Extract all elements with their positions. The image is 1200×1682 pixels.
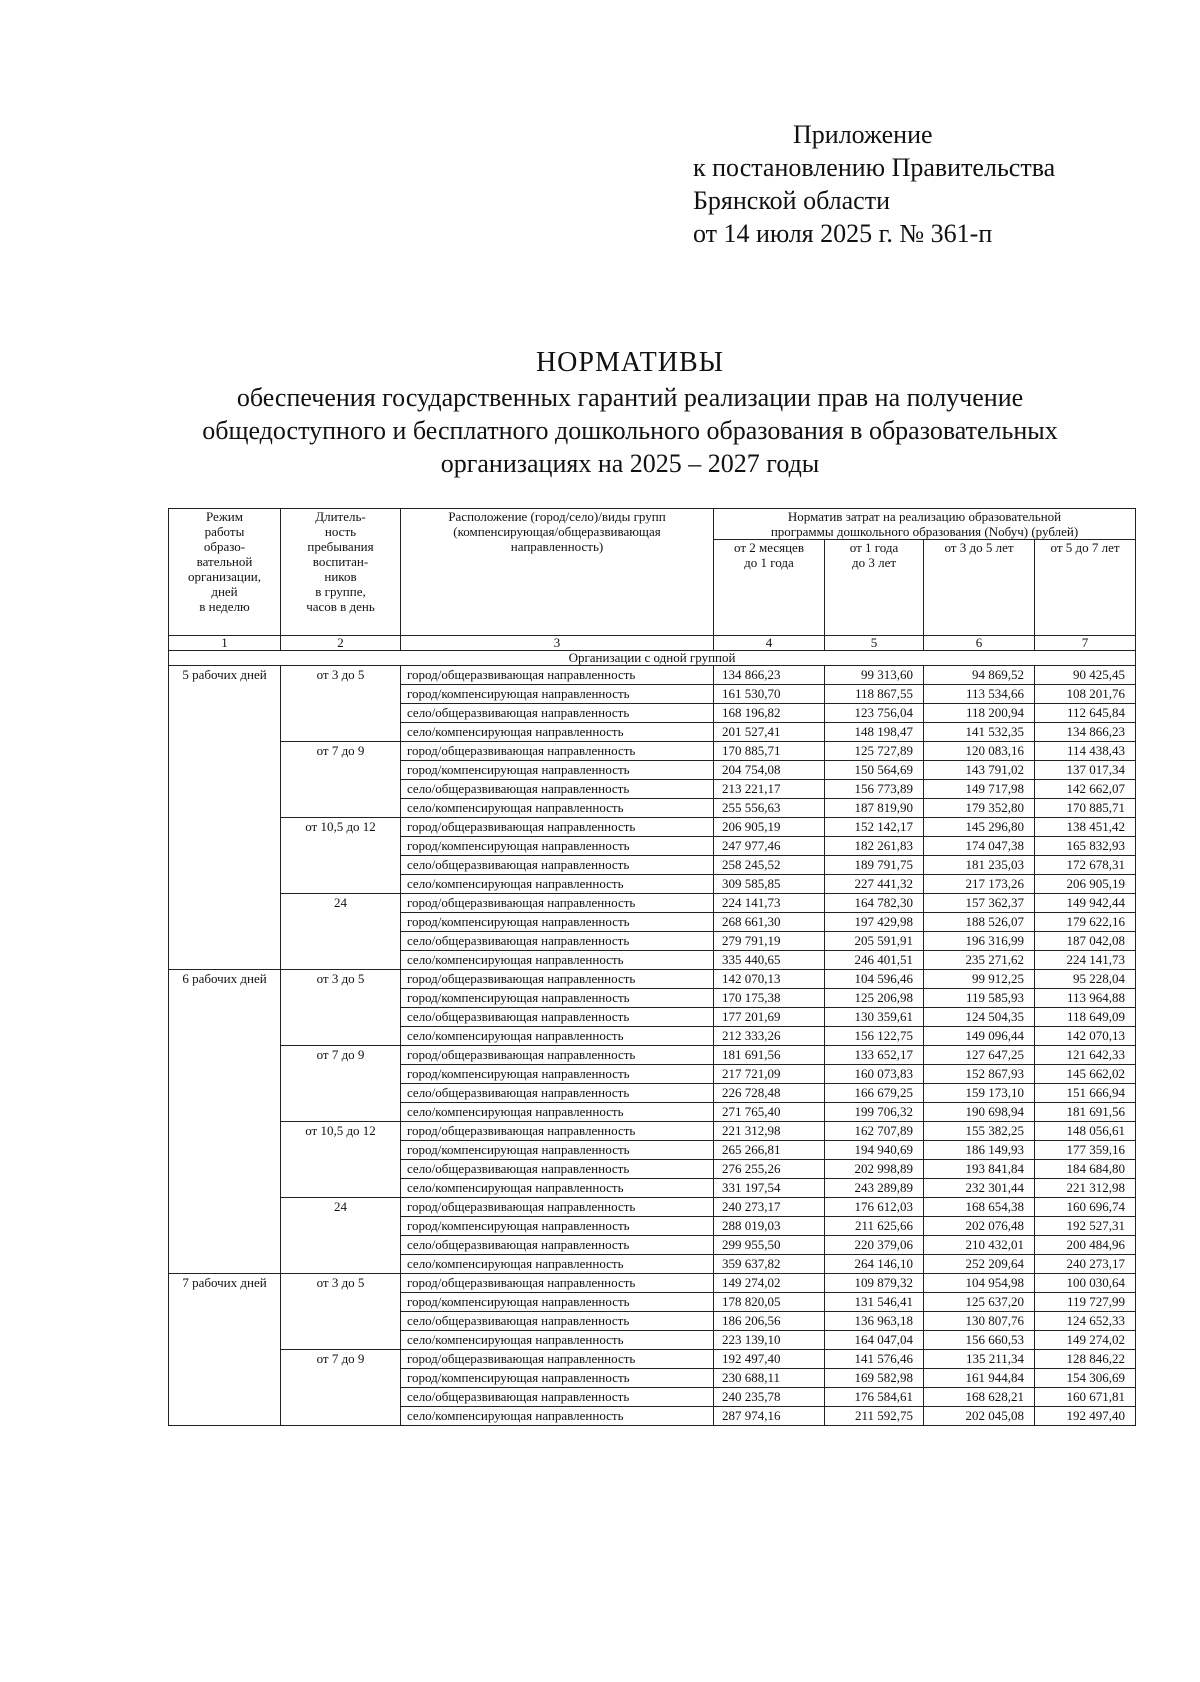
norm-value-cell: 202 998,89 — [825, 1160, 924, 1179]
location-cell: город/общеразвивающая направленность — [401, 1122, 714, 1141]
location-cell: село/общеразвивающая направленность — [401, 1388, 714, 1407]
norm-value-cell: 211 592,75 — [825, 1407, 924, 1426]
norm-value-cell: 213 221,17 — [714, 780, 825, 799]
location-cell: село/компенсирующая направленность — [401, 723, 714, 742]
location-cell: село/компенсирующая направленность — [401, 875, 714, 894]
norm-value-cell: 210 432,01 — [924, 1236, 1035, 1255]
duration-cell: 24 — [281, 894, 401, 970]
location-cell: город/компенсирующая направленность — [401, 1141, 714, 1160]
document-title — [150, 345, 1110, 480]
norm-value-cell: 188 526,07 — [924, 913, 1035, 932]
norm-value-cell: 224 141,73 — [714, 894, 825, 913]
norm-value-cell: 172 678,31 — [1035, 856, 1136, 875]
norm-value-cell: 104 596,46 — [825, 970, 924, 989]
table-row — [169, 1198, 1136, 1217]
norm-value-cell: 224 141,73 — [1035, 951, 1136, 970]
norm-value-cell: 181 235,03 — [924, 856, 1035, 875]
location-cell: село/общеразвивающая направленность — [401, 1084, 714, 1103]
norm-value-cell: 133 652,17 — [825, 1046, 924, 1065]
norm-value-cell: 174 047,38 — [924, 837, 1035, 856]
header-age-4: от 5 до 7 лет — [1035, 540, 1136, 636]
norm-value-cell: 181 691,56 — [714, 1046, 825, 1065]
norm-value-cell: 137 017,34 — [1035, 761, 1136, 780]
norm-value-cell: 211 625,66 — [825, 1217, 924, 1236]
norm-value-cell: 179 622,16 — [1035, 913, 1136, 932]
norm-value-cell: 178 820,05 — [714, 1293, 825, 1312]
norm-value-cell: 165 832,93 — [1035, 837, 1136, 856]
title-line-2: общедоступного и бесплатного дошкольного образования в образовательных — [202, 416, 1058, 445]
norm-value-cell: 287 974,16 — [714, 1407, 825, 1426]
norm-value-cell: 200 484,96 — [1035, 1236, 1136, 1255]
norm-value-cell: 148 198,47 — [825, 723, 924, 742]
norm-value-cell: 125 727,89 — [825, 742, 924, 761]
norm-value-cell: 156 122,75 — [825, 1027, 924, 1046]
table-row — [169, 1122, 1136, 1141]
norm-value-cell: 95 228,04 — [1035, 970, 1136, 989]
header-duration: Длитель- ность пребывания воспитан- ников в группе, часов в день — [281, 509, 401, 636]
norm-value-cell: 149 942,44 — [1035, 894, 1136, 913]
table-row — [169, 1350, 1136, 1369]
col-number: 3 — [401, 636, 714, 651]
norm-value-cell: 247 977,46 — [714, 837, 825, 856]
location-cell: село/общеразвивающая направленность — [401, 780, 714, 799]
location-cell: город/компенсирующая направленность — [401, 913, 714, 932]
norm-value-cell: 142 070,13 — [714, 970, 825, 989]
norm-value-cell: 100 030,64 — [1035, 1274, 1136, 1293]
norm-value-cell: 164 782,30 — [825, 894, 924, 913]
mode-cell: 7 рабочих дней — [169, 1274, 281, 1426]
location-cell: город/компенсирующая направленность — [401, 1369, 714, 1388]
norm-value-cell: 196 316,99 — [924, 932, 1035, 951]
norm-value-cell: 335 440,65 — [714, 951, 825, 970]
location-cell: город/общеразвивающая направленность — [401, 1198, 714, 1217]
norm-value-cell: 156 773,89 — [825, 780, 924, 799]
norm-value-cell: 187 042,08 — [1035, 932, 1136, 951]
title-line-1: обеспечения государственных гарантий реализации прав на получение — [236, 383, 1024, 412]
norm-value-cell: 160 696,74 — [1035, 1198, 1136, 1217]
location-cell: город/компенсирующая направленность — [401, 989, 714, 1008]
table-row — [169, 1274, 1136, 1293]
norm-value-cell: 141 576,46 — [825, 1350, 924, 1369]
norm-value-cell: 161 530,70 — [714, 685, 825, 704]
duration-cell: от 7 до 9 — [281, 1046, 401, 1122]
norm-value-cell: 264 146,10 — [825, 1255, 924, 1274]
norm-value-cell: 202 076,48 — [924, 1217, 1035, 1236]
appendix-header — [693, 118, 1055, 250]
norm-value-cell: 243 289,89 — [825, 1179, 924, 1198]
norm-value-cell: 128 846,22 — [1035, 1350, 1136, 1369]
header-mode: Режим работы образо- вательной организации, дней в неделю — [169, 509, 281, 636]
location-cell: село/компенсирующая направленность — [401, 1255, 714, 1274]
location-cell: село/компенсирующая направленность — [401, 1179, 714, 1198]
norm-value-cell: 161 944,84 — [924, 1369, 1035, 1388]
norm-value-cell: 118 867,55 — [825, 685, 924, 704]
norm-value-cell: 104 954,98 — [924, 1274, 1035, 1293]
col-number: 1 — [169, 636, 281, 651]
norm-value-cell: 118 649,09 — [1035, 1008, 1136, 1027]
norm-value-cell: 123 756,04 — [825, 704, 924, 723]
duration-cell: от 10,5 до 12 — [281, 818, 401, 894]
location-cell: город/компенсирующая направленность — [401, 761, 714, 780]
duration-cell: от 3 до 5 — [281, 970, 401, 1046]
duration-cell: от 7 до 9 — [281, 1350, 401, 1426]
norm-value-cell: 157 362,37 — [924, 894, 1035, 913]
norm-value-cell: 268 661,30 — [714, 913, 825, 932]
norm-value-cell: 152 867,93 — [924, 1065, 1035, 1084]
norm-value-cell: 127 647,25 — [924, 1046, 1035, 1065]
norm-value-cell: 279 791,19 — [714, 932, 825, 951]
header-age-2: от 1 года до 3 лет — [825, 540, 924, 636]
location-cell: село/общеразвивающая направленность — [401, 1160, 714, 1179]
location-cell: город/компенсирующая направленность — [401, 685, 714, 704]
location-cell: село/компенсирующая направленность — [401, 951, 714, 970]
title-main: НОРМАТИВЫ — [535, 347, 725, 378]
norms-table — [168, 508, 1136, 1426]
norm-value-cell: 125 637,20 — [924, 1293, 1035, 1312]
norm-value-cell: 271 765,40 — [714, 1103, 825, 1122]
duration-cell: от 10,5 до 12 — [281, 1122, 401, 1198]
norm-value-cell: 135 211,34 — [924, 1350, 1035, 1369]
norm-value-cell: 288 019,03 — [714, 1217, 825, 1236]
norm-value-cell: 155 382,25 — [924, 1122, 1035, 1141]
duration-cell: от 7 до 9 — [281, 742, 401, 818]
norm-value-cell: 220 379,06 — [825, 1236, 924, 1255]
norm-value-cell: 99 912,25 — [924, 970, 1035, 989]
location-cell: село/общеразвивающая направленность — [401, 1312, 714, 1331]
norm-value-cell: 149 717,98 — [924, 780, 1035, 799]
norm-value-cell: 168 628,21 — [924, 1388, 1035, 1407]
norm-value-cell: 265 266,81 — [714, 1141, 825, 1160]
table-row — [169, 742, 1136, 761]
norm-value-cell: 252 209,64 — [924, 1255, 1035, 1274]
table-row — [169, 894, 1136, 913]
table-row — [169, 970, 1136, 989]
norm-value-cell: 168 654,38 — [924, 1198, 1035, 1217]
col-number: 4 — [714, 636, 825, 651]
norm-value-cell: 276 255,26 — [714, 1160, 825, 1179]
norm-value-cell: 221 312,98 — [1035, 1179, 1136, 1198]
norm-value-cell: 120 083,16 — [924, 742, 1035, 761]
header-norm: Норматив затрат на реализацию образовательной программы дошкольного образования (Nобуч) (рублей) — [714, 509, 1136, 540]
norm-value-cell: 170 175,38 — [714, 989, 825, 1008]
title-line-3: организациях на 2025 – 2027 годы — [440, 449, 820, 478]
norm-value-cell: 199 706,32 — [825, 1103, 924, 1122]
col-number: 7 — [1035, 636, 1136, 651]
norm-value-cell: 136 963,18 — [825, 1312, 924, 1331]
norm-value-cell: 148 056,61 — [1035, 1122, 1136, 1141]
col-number: 2 — [281, 636, 401, 651]
norm-value-cell: 202 045,08 — [924, 1407, 1035, 1426]
norm-value-cell: 194 940,69 — [825, 1141, 924, 1160]
norm-value-cell: 299 955,50 — [714, 1236, 825, 1255]
norm-value-cell: 204 754,08 — [714, 761, 825, 780]
norm-value-cell: 186 206,56 — [714, 1312, 825, 1331]
location-cell: город/общеразвивающая направленность — [401, 970, 714, 989]
norm-value-cell: 149 274,02 — [1035, 1331, 1136, 1350]
norm-value-cell: 112 645,84 — [1035, 704, 1136, 723]
norm-value-cell: 134 866,23 — [714, 666, 825, 685]
norm-value-cell: 240 273,17 — [714, 1198, 825, 1217]
norm-value-cell: 142 070,13 — [1035, 1027, 1136, 1046]
norm-value-cell: 179 352,80 — [924, 799, 1035, 818]
norm-value-cell: 240 273,17 — [1035, 1255, 1136, 1274]
norm-value-cell: 206 905,19 — [714, 818, 825, 837]
location-cell: село/компенсирующая направленность — [401, 1407, 714, 1426]
norm-value-cell: 134 866,23 — [1035, 723, 1136, 742]
norm-value-cell: 154 306,69 — [1035, 1369, 1136, 1388]
norm-value-cell: 152 142,17 — [825, 818, 924, 837]
norms-table-body — [169, 651, 1136, 1426]
norm-value-cell: 119 585,93 — [924, 989, 1035, 1008]
location-cell: город/общеразвивающая направленность — [401, 1046, 714, 1065]
table-row — [169, 666, 1136, 685]
duration-cell: от 3 до 5 — [281, 666, 401, 742]
location-cell: город/общеразвивающая направленность — [401, 666, 714, 685]
norm-value-cell: 151 666,94 — [1035, 1084, 1136, 1103]
norm-value-cell: 124 504,35 — [924, 1008, 1035, 1027]
norm-value-cell: 142 662,07 — [1035, 780, 1136, 799]
norm-value-cell: 192 527,31 — [1035, 1217, 1136, 1236]
location-cell: город/общеразвивающая направленность — [401, 742, 714, 761]
norm-value-cell: 145 296,80 — [924, 818, 1035, 837]
norm-value-cell: 184 684,80 — [1035, 1160, 1136, 1179]
norm-value-cell: 119 727,99 — [1035, 1293, 1136, 1312]
appendix-line-2: к постановлению Правительства — [693, 153, 1056, 182]
norm-value-cell: 149 274,02 — [714, 1274, 825, 1293]
location-cell: город/компенсирующая направленность — [401, 837, 714, 856]
location-cell: село/компенсирующая направленность — [401, 1103, 714, 1122]
norm-value-cell: 125 206,98 — [825, 989, 924, 1008]
norm-value-cell: 113 534,66 — [924, 685, 1035, 704]
norm-value-cell: 170 885,71 — [1035, 799, 1136, 818]
norm-value-cell: 99 313,60 — [825, 666, 924, 685]
location-cell: село/общеразвивающая направленность — [401, 1008, 714, 1027]
norm-value-cell: 141 532,35 — [924, 723, 1035, 742]
norm-value-cell: 230 688,11 — [714, 1369, 825, 1388]
norm-value-cell: 168 196,82 — [714, 704, 825, 723]
norm-value-cell: 164 047,04 — [825, 1331, 924, 1350]
norm-value-cell: 331 197,54 — [714, 1179, 825, 1198]
norm-value-cell: 138 451,42 — [1035, 818, 1136, 837]
location-cell: город/компенсирующая направленность — [401, 1293, 714, 1312]
norm-value-cell: 177 201,69 — [714, 1008, 825, 1027]
norm-value-cell: 223 139,10 — [714, 1331, 825, 1350]
norm-value-cell: 160 671,81 — [1035, 1388, 1136, 1407]
norm-value-cell: 131 546,41 — [825, 1293, 924, 1312]
norm-value-cell: 143 791,02 — [924, 761, 1035, 780]
location-cell: город/общеразвивающая направленность — [401, 894, 714, 913]
norm-value-cell: 193 841,84 — [924, 1160, 1035, 1179]
norm-value-cell: 94 869,52 — [924, 666, 1035, 685]
header-age-1: от 2 месяцев до 1 года — [714, 540, 825, 636]
norm-value-cell: 197 429,98 — [825, 913, 924, 932]
norm-value-cell: 159 173,10 — [924, 1084, 1035, 1103]
location-cell: город/общеразвивающая направленность — [401, 818, 714, 837]
norm-value-cell: 217 721,09 — [714, 1065, 825, 1084]
norm-value-cell: 309 585,85 — [714, 875, 825, 894]
mode-cell: 5 рабочих дней — [169, 666, 281, 970]
norm-value-cell: 255 556,63 — [714, 799, 825, 818]
norm-value-cell: 130 807,76 — [924, 1312, 1035, 1331]
location-cell: село/общеразвивающая направленность — [401, 1236, 714, 1255]
location-cell: город/общеразвивающая направленность — [401, 1274, 714, 1293]
mode-cell: 6 рабочих дней — [169, 970, 281, 1274]
appendix-line-4: от 14 июля 2025 г. № 361-п — [693, 219, 993, 248]
norm-value-cell: 162 707,89 — [825, 1122, 924, 1141]
norm-value-cell: 124 652,33 — [1035, 1312, 1136, 1331]
group-title: Организации с одной группой — [169, 651, 1136, 666]
location-cell: село/компенсирующая направленность — [401, 1027, 714, 1046]
location-cell: село/общеразвивающая направленность — [401, 856, 714, 875]
norm-value-cell: 232 301,44 — [924, 1179, 1035, 1198]
norm-value-cell: 121 642,33 — [1035, 1046, 1136, 1065]
norm-value-cell: 181 691,56 — [1035, 1103, 1136, 1122]
norm-value-cell: 150 564,69 — [825, 761, 924, 780]
norm-value-cell: 130 359,61 — [825, 1008, 924, 1027]
header-location: Расположение (город/село)/виды групп (компенсирующая/общеразвивающая направленность) — [401, 509, 714, 636]
norm-value-cell: 176 612,03 — [825, 1198, 924, 1217]
norm-value-cell: 186 149,93 — [924, 1141, 1035, 1160]
duration-cell: 24 — [281, 1198, 401, 1274]
appendix-line-3: Брянской области — [693, 186, 890, 215]
norm-value-cell: 201 527,41 — [714, 723, 825, 742]
norm-value-cell: 166 679,25 — [825, 1084, 924, 1103]
norm-value-cell: 114 438,43 — [1035, 742, 1136, 761]
norm-value-cell: 145 662,02 — [1035, 1065, 1136, 1084]
location-cell: село/общеразвивающая направленность — [401, 704, 714, 723]
table-row — [169, 1046, 1136, 1065]
norm-value-cell: 118 200,94 — [924, 704, 1035, 723]
norm-value-cell: 235 271,62 — [924, 951, 1035, 970]
location-cell: город/компенсирующая направленность — [401, 1065, 714, 1084]
norm-value-cell: 359 637,82 — [714, 1255, 825, 1274]
norm-value-cell: 221 312,98 — [714, 1122, 825, 1141]
appendix-line-1: Приложение — [793, 120, 933, 149]
norm-value-cell: 113 964,88 — [1035, 989, 1136, 1008]
norm-value-cell: 227 441,32 — [825, 875, 924, 894]
norm-value-cell: 90 425,45 — [1035, 666, 1136, 685]
norm-value-cell: 190 698,94 — [924, 1103, 1035, 1122]
norm-value-cell: 212 333,26 — [714, 1027, 825, 1046]
norm-value-cell: 176 584,61 — [825, 1388, 924, 1407]
norm-value-cell: 217 173,26 — [924, 875, 1035, 894]
location-cell: село/компенсирующая направленность — [401, 1331, 714, 1350]
norm-value-cell: 156 660,53 — [924, 1331, 1035, 1350]
norm-value-cell: 160 073,83 — [825, 1065, 924, 1084]
norm-value-cell: 192 497,40 — [1035, 1407, 1136, 1426]
norm-value-cell: 187 819,90 — [825, 799, 924, 818]
norm-value-cell: 189 791,75 — [825, 856, 924, 875]
location-cell: город/компенсирующая направленность — [401, 1217, 714, 1236]
duration-cell: от 3 до 5 — [281, 1274, 401, 1350]
location-cell: село/общеразвивающая направленность — [401, 932, 714, 951]
norm-value-cell: 192 497,40 — [714, 1350, 825, 1369]
table-row — [169, 818, 1136, 837]
col-number: 6 — [924, 636, 1035, 651]
norm-value-cell: 258 245,52 — [714, 856, 825, 875]
norm-value-cell: 226 728,48 — [714, 1084, 825, 1103]
norm-value-cell: 246 401,51 — [825, 951, 924, 970]
norm-value-cell: 109 879,32 — [825, 1274, 924, 1293]
header-age-3: от 3 до 5 лет — [924, 540, 1035, 636]
norm-value-cell: 205 591,91 — [825, 932, 924, 951]
norm-value-cell: 240 235,78 — [714, 1388, 825, 1407]
location-cell: город/общеразвивающая направленность — [401, 1350, 714, 1369]
col-number: 5 — [825, 636, 924, 651]
norm-value-cell: 182 261,83 — [825, 837, 924, 856]
norm-value-cell: 170 885,71 — [714, 742, 825, 761]
norm-value-cell: 169 582,98 — [825, 1369, 924, 1388]
location-cell: село/компенсирующая направленность — [401, 799, 714, 818]
norm-value-cell: 149 096,44 — [924, 1027, 1035, 1046]
norm-value-cell: 108 201,76 — [1035, 685, 1136, 704]
norm-value-cell: 177 359,16 — [1035, 1141, 1136, 1160]
norm-value-cell: 206 905,19 — [1035, 875, 1136, 894]
